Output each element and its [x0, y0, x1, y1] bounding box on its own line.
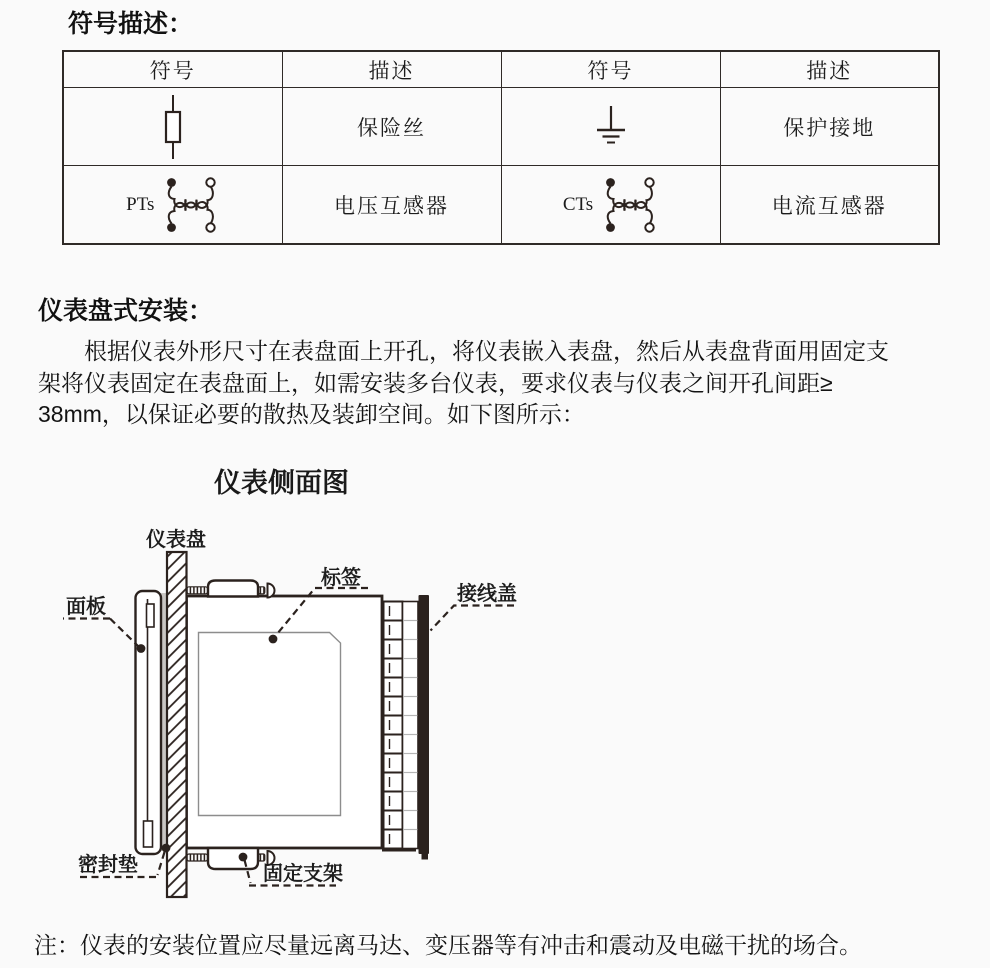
earth-desc-cell: 保护接地 — [720, 88, 939, 166]
label-panel-board: 仪表盘 — [146, 529, 206, 551]
ct-label: CTs — [562, 193, 594, 215]
col-header-symbol-1: 符号 — [63, 51, 282, 88]
symbol-table — [62, 50, 940, 245]
voltage-transformer-icon — [161, 174, 219, 236]
col-header-desc-2: 描述 — [720, 51, 939, 88]
label-gasket: 密封垫 — [78, 854, 138, 876]
label-area — [199, 633, 341, 816]
pt-label: PTs — [126, 193, 155, 215]
earth-symbol-cell — [501, 88, 720, 166]
table-row — [63, 88, 939, 166]
label-front-panel: 面板 — [66, 596, 106, 618]
install-paragraph — [38, 336, 948, 431]
label-terminal-cover: 接线盖 — [457, 583, 517, 605]
ct-desc-cell: 电流互感器 — [720, 166, 939, 245]
fuse-desc-cell: 保险丝 — [282, 88, 501, 166]
table-row — [63, 166, 939, 245]
meter-side-view-diagram — [0, 514, 560, 914]
paragraph-line: 架将仪表固定在表盘面上，如需安装多台仪表，要求仪表与仪表之间开孔间距≥ — [38, 369, 833, 396]
pt-symbol-cell — [63, 166, 282, 245]
paragraph-line: 根据仪表外形尺寸在表盘面上开孔，将仪表嵌入表盘，然后从表盘背面用固定支 — [84, 338, 889, 364]
terminal-cover-bar — [419, 595, 430, 860]
label-bracket: 固定支架 — [263, 863, 343, 885]
mounting-panel-bar — [167, 552, 187, 897]
front-bezel — [136, 591, 162, 854]
terminal-grid — [403, 602, 419, 849]
fuse-icon — [155, 93, 191, 161]
col-header-symbol-2: 符号 — [501, 51, 720, 88]
fuse-symbol-cell — [63, 88, 282, 166]
symbol-section-title: 符号描述： — [68, 10, 194, 38]
diagram-title: 仪表侧面图 — [214, 468, 349, 498]
table-header-row — [63, 51, 939, 88]
current-transformer-icon — [600, 174, 658, 236]
protective-earth-icon — [591, 104, 631, 150]
install-note: 注：仪表的安装位置应尽量远离马达、变压器等有冲击和震动及电磁干扰的场合。 — [34, 932, 862, 958]
label-tag: 标签 — [321, 567, 361, 589]
pt-desc-cell: 电压互感器 — [282, 166, 501, 245]
paragraph-line: 38mm，以保证必要的散热及装卸空间。如下图所示： — [38, 401, 585, 427]
col-header-desc-1: 描述 — [282, 51, 501, 88]
install-section-title: 仪表盘式安装： — [38, 297, 214, 325]
bottom-fixing-bracket — [187, 848, 275, 869]
ct-symbol-cell — [501, 166, 720, 245]
screw-head-icon — [268, 584, 275, 598]
